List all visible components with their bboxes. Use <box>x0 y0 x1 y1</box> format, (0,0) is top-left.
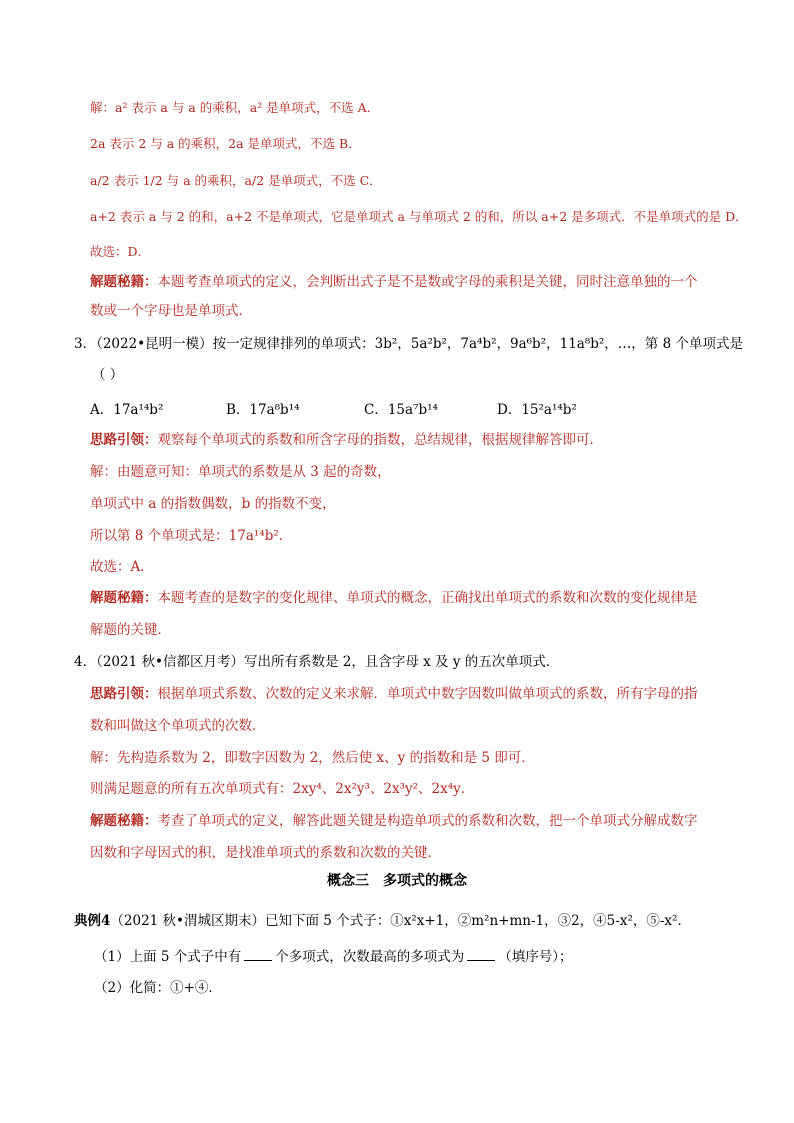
q4-hint-text: 根据单项式系数、次数的定义来求解．单项式中数字因数叫做单项式的系数，所有字母的指 <box>157 686 698 702</box>
q4-hint-2: 数和叫做这个单项式的次数． <box>90 718 266 734</box>
example-4-part-1 <box>94 946 573 967</box>
q4-solution-1: 解：先构造系数为 2，即数字因数为 2，然后使 x、y 的指数和是 5 即可． <box>90 750 535 766</box>
q4-hint <box>90 684 698 704</box>
q4-secret-label: 解题秘籍： <box>90 813 158 829</box>
answer-line-4: a+2 表示 a 与 2 的和，a+2 不是单项式，它是单项式 a 与单项式 2 的和，所以 a+2 是多项式．不是单项式的是 D． <box>90 209 748 224</box>
q3-hint-label: 思路引领： <box>90 432 158 448</box>
q3-solution-4: 故选：A． <box>90 559 154 575</box>
secret-label: 解题秘籍： <box>90 274 158 290</box>
example-4 <box>74 911 691 931</box>
blank-highest[interactable] <box>467 946 495 961</box>
q3-solution-2: 单项式中 a 的指数偶数，b 的指数不变， <box>90 496 336 512</box>
q4-secret-2: 因数和字母因式的积，是找准单项式的系数和次数的关键． <box>90 845 441 861</box>
q3-secret <box>90 588 698 608</box>
q3-secret-2: 解题的关键． <box>90 622 171 638</box>
q3-secret-label: 解题秘籍： <box>90 590 158 606</box>
q3-hint <box>90 430 603 450</box>
secret-line-1 <box>90 272 698 292</box>
example-4-part-2: （2）化简：①+④． <box>94 980 222 996</box>
q4-hint-label: 思路引领： <box>90 686 158 702</box>
q3-secret-text: 本题考查的是数字的变化规律、单项式的概念，正确找出单项式的系数和次数的变化规律是 <box>157 590 698 606</box>
question-4: 4．（2021 秋•信都区月考）写出所有系数是 2，且含字母 x 及 y 的五次单项式． <box>74 654 560 670</box>
part1-text-b: 个多项式，次数最高的多项式为 <box>275 949 465 965</box>
q4-solution-2: 则满足题意的所有五次单项式有：2xy⁴、2x²y³、2x³y²、2x⁴y． <box>90 781 475 797</box>
blank-count[interactable] <box>244 946 272 961</box>
question-3: 3．（2022•昆明一模）按一定规律排列的单项式：3b²，5a²b²，7a⁴b²，9a⁶b²，11a⁸b²，…，第 8 个单项式是 <box>74 336 743 352</box>
option-c: C．15a⁷b¹⁴ <box>364 402 438 418</box>
section-title: 概念三 多项式的概念 <box>327 873 467 889</box>
example-4-text: （2021 秋•渭城区期末）已知下面 5 个式子：①x²x+1，②m²n+mn-1，③2，④5-x²，⑤-x²． <box>110 913 691 929</box>
answer-line-5: 故选：D． <box>90 244 151 259</box>
secret-text: 本题考查单项式的定义，会判断出式子是不是数或字母的乘积是关键，同时注意单独的一个 <box>157 274 698 290</box>
example-4-label: 典例4 <box>74 913 111 929</box>
q4-secret-text: 考查了单项式的定义，解答此题关键是构造单项式的系数和次数，把一个单项式分解成数字 <box>157 813 698 829</box>
part1-text-a: （1）上面 5 个式子中有 <box>94 949 242 965</box>
q3-solution-1: 解：由题意可知：单项式的系数是从 3 起的奇数， <box>90 464 391 480</box>
question-3-paren: （ ） <box>92 367 124 383</box>
q3-hint-text: 观察每个单项式的系数和所含字母的指数，总结规律，根据规律解答即可． <box>157 432 603 448</box>
part1-text-c: （填序号）； <box>498 949 573 965</box>
answer-line-2: 2a 表示 2 与 a 的乘积，2a 是单项式，不选 B． <box>90 136 361 151</box>
option-d: D．15²a¹⁴b² <box>497 402 577 418</box>
option-a: A．17a¹⁴b² <box>90 402 164 418</box>
option-b: B．17a⁸b¹⁴ <box>226 402 300 418</box>
q3-solution-3: 所以第 8 个单项式是：17a¹⁴b²． <box>90 528 293 544</box>
answer-line-1: 解：a² 表示 a 与 a 的乘积，a² 是单项式，不选 A． <box>90 100 380 115</box>
q4-secret <box>90 811 698 831</box>
secret-line-2: 数或一个字母也是单项式． <box>90 303 252 319</box>
answer-line-3: a/2 表示 1/2 与 a 的乘积，a/2 是单项式，不选 C． <box>90 173 382 188</box>
